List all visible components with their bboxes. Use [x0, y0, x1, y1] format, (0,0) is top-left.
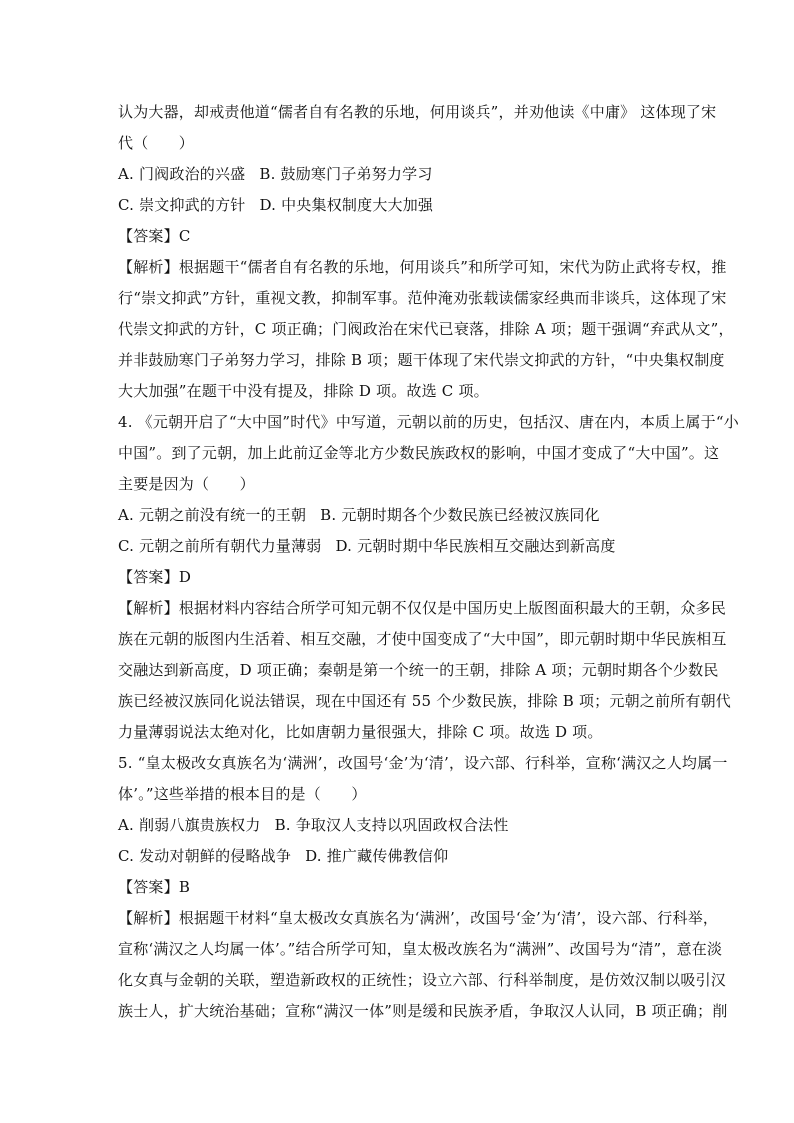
option-row	[118, 500, 682, 531]
analysis-line	[118, 252, 727, 283]
analysis-line: 宣称‘满汉之人均属一体’。”结合所学可知，皇太极改族名为“满洲”、改国号为“清”，意在淡	[118, 940, 723, 958]
question-stem-line: 中国”。到了元朝，加上此前辽金等北方少数民族政权的影响，中国才变成了“大中国”。这	[118, 444, 720, 462]
question-stem-line: 主要是因为（ ）	[118, 475, 255, 493]
analysis-label: 【解析】	[118, 599, 179, 617]
answer-line	[118, 221, 682, 252]
analysis-line: 交融达到新高度，D 项正确；秦朝是第一个统一的王朝，排除 A 项；元朝时期各个少数民	[118, 661, 719, 679]
analysis-text: 根据题干“儒者自有名教的乐地，何用谈兵”和所学可知，宋代为防止武将专权，推	[178, 258, 727, 276]
option-b: B. 元朝时期各个少数民族已经被汉族同化	[320, 506, 600, 524]
analysis-label: 【解析】	[118, 258, 179, 276]
answer-value: C	[178, 227, 191, 245]
analysis-line: 代崇文抑武的方针，C 项正确；门阀政治在宋代已衰落，排除 A 项；题干强调“弃武从文”，	[118, 320, 734, 338]
answer-label: 【答案】	[118, 227, 179, 245]
analysis-text: 根据材料内容结合所学可知元朝不仅仅是中国历史上版图面积最大的王朝，众多民	[178, 599, 727, 617]
document-page	[118, 97, 739, 1027]
question-stem-line: 认为大器，却戒责他道“儒者自有名教的乐地，何用谈兵”，并劝他读《中庸》 这体现了宋	[118, 103, 717, 121]
analysis-line: 并非鼓励寒门子弟努力学习，排除 B 项；题干体现了宋代崇文抑武的方针，“中央集权制度	[118, 351, 725, 369]
question-stem-line: 体’。”这些举措的根本目的是（ ）	[118, 785, 367, 803]
option-a: A. 元朝之前没有统一的王朝	[118, 506, 307, 524]
question-stem-line: 5. “皇太极改女真族名为‘满洲’，改国号‘金’为‘清’，设六部、行科举，宣称‘满汉之人均属一	[118, 754, 728, 772]
answer-line	[118, 562, 682, 593]
option-c: C. 崇文抑武的方针	[118, 196, 246, 214]
option-a: A. 削弱八旗贵族权力	[118, 816, 261, 834]
analysis-line: 族在元朝的版图内生活着、相互交融，才使中国变成了“大中国”，即元朝时期中华民族相互	[118, 630, 727, 648]
analysis-line: 大大加强”在题干中没有提及，排除 D 项。故选 C 项。	[118, 382, 489, 400]
option-row	[118, 531, 682, 562]
analysis-line	[118, 593, 727, 624]
analysis-text: 根据题干材料“皇太极改女真族名为‘满洲’，改国号‘金’为‘清’，设六部、行科举，	[178, 909, 719, 927]
answer-label: 【答案】	[118, 568, 179, 586]
question-3	[118, 97, 734, 407]
option-row	[118, 190, 682, 221]
analysis-line: 族已经被汉族同化说法错误，现在中国还有 55 个少数民族，排除 B 项；元朝之前所有朝代	[118, 692, 731, 710]
option-c: C. 元朝之前所有朝代力量薄弱	[118, 537, 322, 555]
option-b: B. 争取汉人支持以巩固政权合法性	[274, 816, 509, 834]
option-c: C. 发动对朝鲜的侵略战争	[118, 847, 292, 865]
analysis-line	[118, 903, 719, 934]
option-d: D. 推广藏传佛教信仰	[305, 847, 449, 865]
answer-label: 【答案】	[118, 878, 179, 896]
answer-line	[118, 872, 682, 903]
option-d: D. 元朝时期中华民族相互交融达到新高度	[335, 537, 616, 555]
option-row	[118, 810, 682, 841]
question-stem-line: 代（ ）	[118, 134, 195, 152]
answer-value: D	[178, 568, 192, 586]
option-d: D. 中央集权制度大大加强	[259, 196, 434, 214]
option-row	[118, 159, 682, 190]
answer-value: B	[178, 878, 191, 896]
analysis-line: 化女真与金朝的关联，塑造新政权的正统性；设立六部、行科举制度，是仿效汉制以吸引汉	[118, 971, 727, 989]
analysis-line: 力量薄弱说法太绝对化，比如唐朝力量很强大，排除 C 项。故选 D 项。	[118, 723, 603, 741]
analysis-label: 【解析】	[118, 909, 179, 927]
option-row	[118, 841, 682, 872]
analysis-line: 族士人，扩大统治基础；宣称“满汉一体”则是缓和民族矛盾，争取汉人认同，B 项正确；削	[118, 1002, 728, 1020]
analysis-line: 行“崇文抑武”方针，重视文教，抑制军事。范仲淹劝张载读儒家经典而非谈兵，这体现了宋	[118, 289, 727, 307]
option-b: B. 鼓励寒门子弟努力学习	[259, 165, 433, 183]
question-5	[118, 748, 728, 1027]
question-stem-line: 4. 《元朝开启了“大中国”时代》中写道，元朝以前的历史，包括汉、唐在内，本质上属于“小	[118, 413, 739, 431]
option-a: A. 门阀政治的兴盛	[118, 165, 246, 183]
question-4	[118, 407, 739, 748]
